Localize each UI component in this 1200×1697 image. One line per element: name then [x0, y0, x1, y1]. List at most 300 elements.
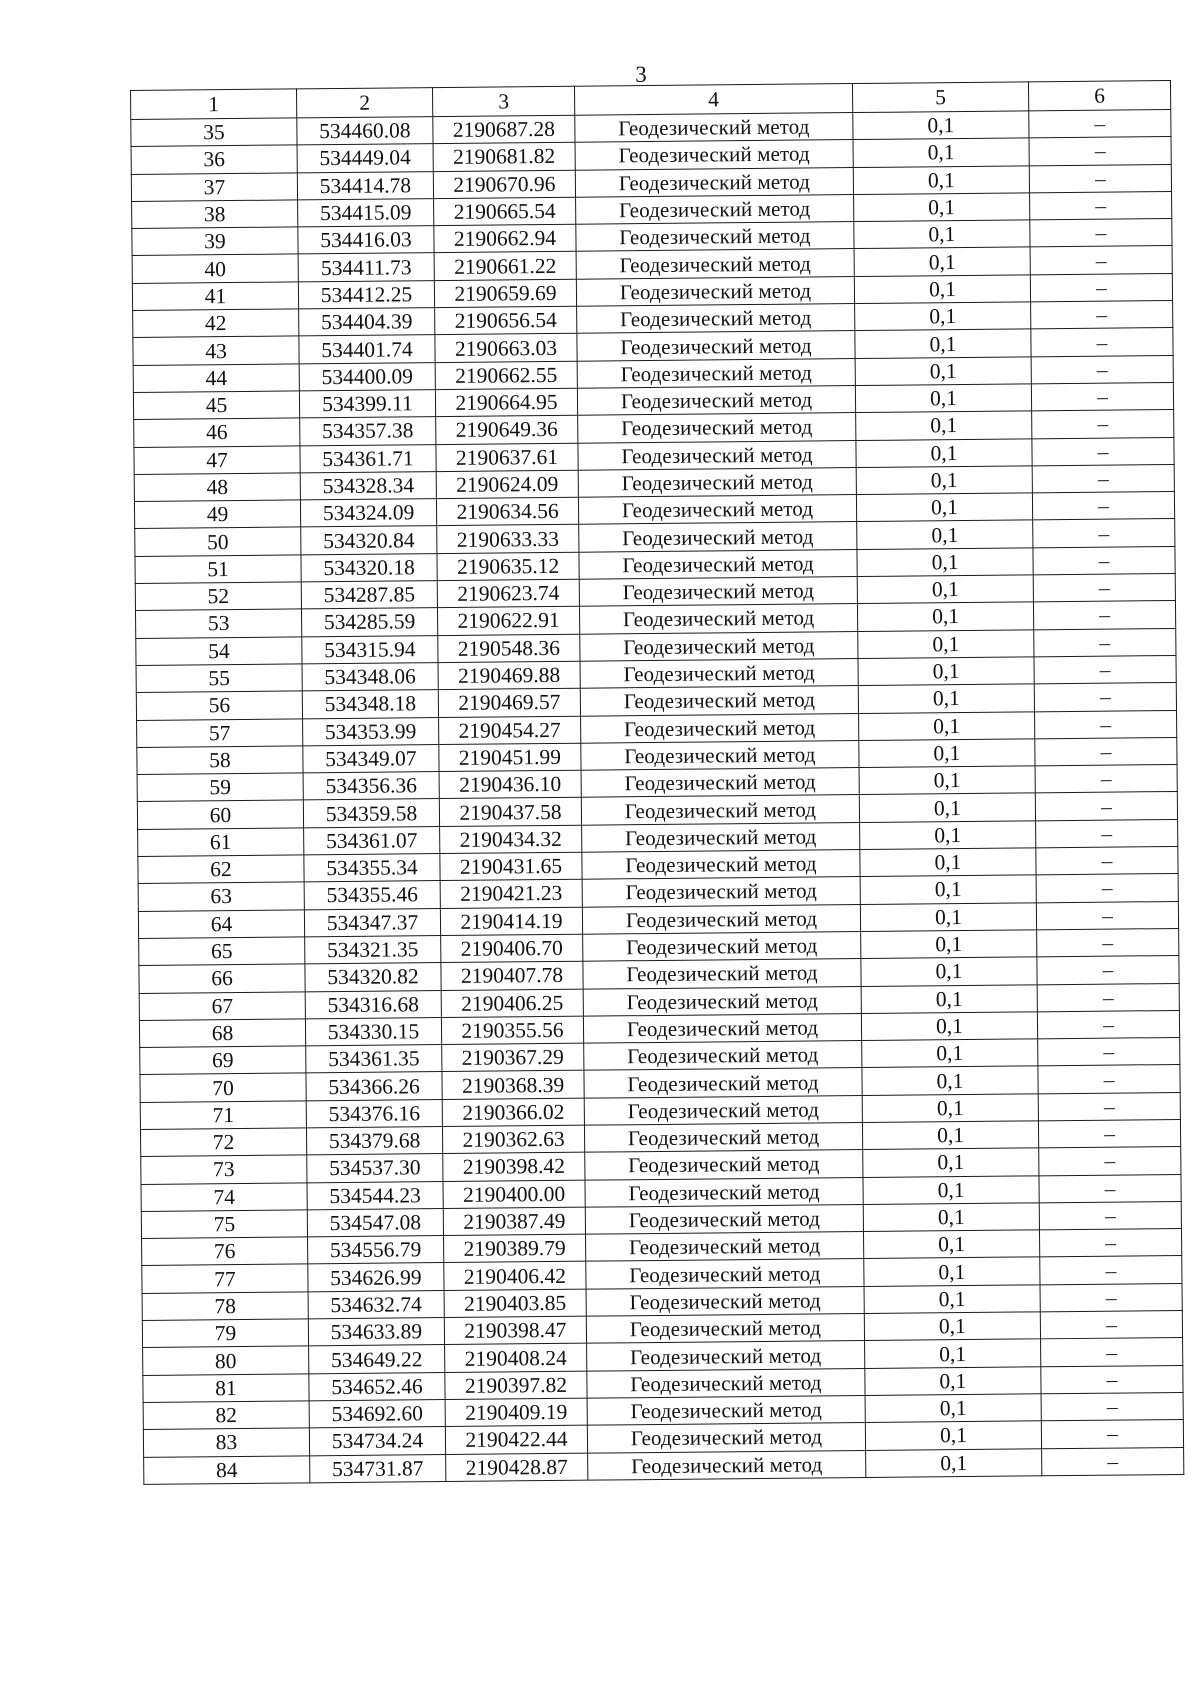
note-cell: –: [1031, 301, 1173, 330]
header-cell-1: 1: [131, 89, 297, 120]
y-coordinate-cell: 2190362.63: [442, 1125, 584, 1154]
point-number-cell: 67: [139, 991, 305, 1020]
point-number-cell: 68: [139, 1019, 305, 1048]
method-cell: Геодезический метод: [583, 959, 861, 989]
note-cell: –: [1040, 1283, 1182, 1312]
x-coordinate-cell: 534376.16: [306, 1099, 442, 1128]
point-number-cell: 50: [135, 527, 301, 556]
method-cell: Геодезический метод: [579, 577, 857, 607]
x-coordinate-cell: 534348.06: [302, 663, 438, 692]
point-number-cell: 72: [140, 1128, 306, 1157]
table-body: [131, 110, 1184, 1485]
x-coordinate-cell: 534320.82: [305, 963, 441, 992]
x-coordinate-cell: 534330.15: [305, 1017, 441, 1046]
method-cell: Геодезический метод: [579, 604, 857, 634]
y-coordinate-cell: 2190389.79: [444, 1234, 586, 1263]
method-cell: Геодезический метод: [581, 768, 859, 798]
x-coordinate-cell: 534401.74: [299, 335, 435, 364]
y-coordinate-cell: 2190367.29: [442, 1043, 584, 1072]
y-coordinate-cell: 2190397.82: [445, 1371, 587, 1400]
y-coordinate-cell: 2190398.47: [444, 1316, 586, 1345]
point-number-cell: 35: [131, 118, 297, 147]
method-cell: Геодезический метод: [586, 1259, 864, 1289]
x-coordinate-cell: 534347.37: [304, 908, 440, 937]
point-number-cell: 61: [138, 828, 304, 857]
x-coordinate-cell: 534356.36: [303, 772, 439, 801]
header-cell-4: 4: [574, 84, 852, 116]
x-coordinate-cell: 534449.04: [297, 144, 433, 173]
x-coordinate-cell: 534357.38: [300, 417, 436, 446]
point-number-cell: 42: [133, 309, 299, 338]
x-coordinate-cell: 534287.85: [301, 581, 437, 610]
note-cell: –: [1041, 1420, 1183, 1449]
note-cell: –: [1030, 273, 1172, 302]
note-cell: –: [1042, 1447, 1184, 1476]
point-number-cell: 37: [131, 172, 297, 201]
method-cell: Геодезический метод: [578, 413, 856, 443]
note-cell: –: [1035, 710, 1177, 739]
y-coordinate-cell: 2190469.57: [438, 688, 580, 717]
method-cell: Геодезический метод: [588, 1450, 866, 1480]
method-cell: Геодезический метод: [582, 904, 860, 934]
method-cell: Геодезический метод: [587, 1341, 865, 1371]
coordinates-table-container: [130, 80, 1183, 1485]
accuracy-cell: 0,1: [853, 111, 1029, 140]
point-number-cell: 53: [135, 609, 301, 638]
accuracy-cell: 0,1: [856, 438, 1032, 467]
method-cell: Геодезический метод: [578, 440, 856, 470]
note-cell: –: [1030, 219, 1172, 248]
accuracy-cell: 0,1: [858, 684, 1034, 713]
method-cell: Геодезический метод: [575, 140, 853, 170]
accuracy-cell: 0,1: [854, 275, 1030, 304]
y-coordinate-cell: 2190649.36: [436, 415, 578, 444]
accuracy-cell: 0,1: [855, 357, 1031, 386]
point-number-cell: 59: [137, 773, 303, 802]
y-coordinate-cell: 2190637.61: [436, 443, 578, 472]
y-coordinate-cell: 2190406.25: [441, 989, 583, 1018]
y-coordinate-cell: 2190634.56: [436, 497, 578, 526]
point-number-cell: 69: [140, 1046, 306, 1075]
accuracy-cell: 0,1: [861, 984, 1037, 1013]
accuracy-cell: 0,1: [862, 1094, 1038, 1123]
x-coordinate-cell: 534414.78: [297, 171, 433, 200]
y-coordinate-cell: 2190406.42: [444, 1262, 586, 1291]
accuracy-cell: 0,1: [862, 1066, 1038, 1095]
accuracy-cell: 0,1: [864, 1285, 1040, 1314]
accuracy-cell: 0,1: [865, 1339, 1041, 1368]
point-number-cell: 62: [138, 855, 304, 884]
x-coordinate-cell: 534320.18: [301, 553, 437, 582]
note-cell: –: [1032, 464, 1174, 493]
point-number-cell: 77: [142, 1264, 308, 1293]
point-number-cell: 55: [136, 664, 302, 693]
note-cell: –: [1037, 928, 1179, 957]
method-cell: Геодезический метод: [576, 194, 854, 224]
point-number-cell: 75: [141, 1210, 307, 1239]
accuracy-cell: 0,1: [855, 302, 1031, 331]
note-cell: –: [1041, 1338, 1183, 1367]
method-cell: Геодезический метод: [587, 1423, 865, 1453]
y-coordinate-cell: 2190454.27: [439, 716, 581, 745]
method-cell: Геодезический метод: [582, 877, 860, 907]
accuracy-cell: 0,1: [858, 657, 1034, 686]
method-cell: Геодезический метод: [585, 1150, 863, 1180]
note-cell: –: [1038, 1119, 1180, 1148]
x-coordinate-cell: 534692.60: [309, 1399, 445, 1428]
note-cell: –: [1036, 846, 1178, 875]
y-coordinate-cell: 2190398.42: [443, 1152, 585, 1181]
point-number-cell: 46: [134, 418, 300, 447]
accuracy-cell: 0,1: [865, 1366, 1041, 1395]
x-coordinate-cell: 534316.68: [305, 990, 441, 1019]
method-cell: Геодезический метод: [583, 931, 861, 961]
method-cell: Геодезический метод: [577, 304, 855, 334]
y-coordinate-cell: 2190422.44: [445, 1425, 587, 1454]
point-number-cell: 84: [144, 1455, 310, 1484]
y-coordinate-cell: 2190366.02: [442, 1098, 584, 1127]
note-cell: –: [1038, 1038, 1180, 1067]
y-coordinate-cell: 2190662.55: [435, 361, 577, 390]
method-cell: Геодезический метод: [586, 1232, 864, 1262]
point-number-cell: 51: [135, 555, 301, 584]
note-cell: –: [1033, 574, 1175, 603]
page-number: 3: [635, 62, 647, 87]
method-cell: Геодезический метод: [583, 986, 861, 1016]
note-cell: –: [1039, 1229, 1181, 1258]
note-cell: –: [1040, 1311, 1182, 1340]
point-number-cell: 65: [139, 937, 305, 966]
y-coordinate-cell: 2190670.96: [433, 170, 575, 199]
accuracy-cell: 0,1: [866, 1448, 1042, 1477]
accuracy-cell: 0,1: [855, 384, 1031, 413]
point-number-cell: 57: [137, 718, 303, 747]
accuracy-cell: 0,1: [863, 1203, 1039, 1232]
x-coordinate-cell: 534544.23: [307, 1181, 443, 1210]
point-number-cell: 58: [137, 746, 303, 775]
y-coordinate-cell: 2190665.54: [434, 197, 576, 226]
x-coordinate-cell: 534324.09: [300, 499, 436, 528]
accuracy-cell: 0,1: [859, 793, 1035, 822]
accuracy-cell: 0,1: [856, 411, 1032, 440]
point-number-cell: 40: [132, 254, 298, 283]
accuracy-cell: 0,1: [862, 1121, 1038, 1150]
method-cell: Геодезический метод: [578, 495, 856, 525]
x-coordinate-cell: 534537.30: [307, 1154, 443, 1183]
accuracy-cell: 0,1: [853, 138, 1029, 167]
accuracy-cell: 0,1: [862, 1039, 1038, 1068]
accuracy-cell: 0,1: [859, 766, 1035, 795]
accuracy-cell: 0,1: [854, 247, 1030, 276]
note-cell: –: [1037, 983, 1179, 1012]
point-number-cell: 63: [138, 882, 304, 911]
header-cell-5: 5: [852, 82, 1028, 113]
accuracy-cell: 0,1: [857, 520, 1033, 549]
x-coordinate-cell: 534361.71: [300, 444, 436, 473]
accuracy-cell: 0,1: [856, 466, 1032, 495]
note-cell: –: [1037, 956, 1179, 985]
x-coordinate-cell: 534348.18: [302, 690, 438, 719]
method-cell: Геодезический метод: [583, 1013, 861, 1043]
x-coordinate-cell: 534734.24: [309, 1427, 445, 1456]
x-coordinate-cell: 534321.35: [305, 935, 441, 964]
accuracy-cell: 0,1: [863, 1175, 1039, 1204]
header-cell-2: 2: [296, 88, 432, 118]
method-cell: Геодезический метод: [579, 549, 857, 579]
method-cell: Геодезический метод: [576, 222, 854, 252]
x-coordinate-cell: 534556.79: [308, 1236, 444, 1265]
method-cell: Геодезический метод: [579, 522, 857, 552]
x-coordinate-cell: 534361.07: [304, 826, 440, 855]
note-cell: –: [1031, 355, 1173, 384]
accuracy-cell: 0,1: [859, 739, 1035, 768]
point-number-cell: 64: [138, 909, 304, 938]
y-coordinate-cell: 2190407.78: [441, 961, 583, 990]
method-cell: Геодезический метод: [585, 1204, 863, 1234]
y-coordinate-cell: 2190355.56: [441, 1016, 583, 1045]
point-number-cell: 70: [140, 1073, 306, 1102]
method-cell: Геодезический метод: [581, 713, 859, 743]
point-number-cell: 71: [140, 1101, 306, 1130]
accuracy-cell: 0,1: [863, 1230, 1039, 1259]
y-coordinate-cell: 2190428.87: [446, 1453, 588, 1482]
y-coordinate-cell: 2190436.10: [439, 770, 581, 799]
method-cell: Геодезический метод: [587, 1395, 865, 1425]
y-coordinate-cell: 2190548.36: [438, 634, 580, 663]
y-coordinate-cell: 2190469.88: [438, 661, 580, 690]
header-cell-3: 3: [432, 86, 574, 116]
method-cell: Геодезический метод: [584, 1095, 862, 1125]
x-coordinate-cell: 534731.87: [310, 1454, 446, 1483]
y-coordinate-cell: 2190681.82: [433, 143, 575, 172]
x-coordinate-cell: 534633.89: [308, 1318, 444, 1347]
y-coordinate-cell: 2190408.24: [445, 1344, 587, 1373]
note-cell: –: [1029, 110, 1171, 139]
method-cell: Геодезический метод: [582, 850, 860, 880]
point-number-cell: 47: [134, 445, 300, 474]
method-cell: Геодезический метод: [575, 167, 853, 197]
y-coordinate-cell: 2190368.39: [442, 1071, 584, 1100]
accuracy-cell: 0,1: [855, 329, 1031, 358]
point-number-cell: 79: [142, 1319, 308, 1348]
y-coordinate-cell: 2190421.23: [440, 880, 582, 909]
point-number-cell: 52: [135, 582, 301, 611]
x-coordinate-cell: 534379.68: [306, 1127, 442, 1156]
note-cell: –: [1033, 601, 1175, 630]
note-cell: –: [1032, 437, 1174, 466]
point-number-cell: 83: [143, 1428, 309, 1457]
method-cell: Геодезический метод: [580, 631, 858, 661]
accuracy-cell: 0,1: [854, 220, 1030, 249]
y-coordinate-cell: 2190633.33: [437, 525, 579, 554]
accuracy-cell: 0,1: [860, 902, 1036, 931]
method-cell: Геодезический метод: [580, 658, 858, 688]
method-cell: Геодезический метод: [577, 331, 855, 361]
y-coordinate-cell: 2190664.95: [435, 388, 577, 417]
point-number-cell: 44: [133, 364, 299, 393]
x-coordinate-cell: 534285.59: [301, 608, 437, 637]
note-cell: –: [1030, 191, 1172, 220]
note-cell: –: [1038, 1092, 1180, 1121]
method-cell: Геодезический метод: [580, 686, 858, 716]
x-coordinate-cell: 534320.84: [301, 526, 437, 555]
note-cell: –: [1029, 137, 1171, 166]
x-coordinate-cell: 534412.25: [298, 280, 434, 309]
y-coordinate-cell: 2190624.09: [436, 470, 578, 499]
note-cell: –: [1036, 901, 1178, 930]
method-cell: Геодезический метод: [587, 1368, 865, 1398]
accuracy-cell: 0,1: [854, 193, 1030, 222]
point-number-cell: 36: [131, 145, 297, 174]
x-coordinate-cell: 534328.34: [300, 471, 436, 500]
note-cell: –: [1030, 246, 1172, 275]
accuracy-cell: 0,1: [860, 875, 1036, 904]
note-cell: –: [1037, 1010, 1179, 1039]
point-number-cell: 43: [133, 336, 299, 365]
method-cell: Геодезический метод: [586, 1286, 864, 1316]
x-coordinate-cell: 534361.35: [306, 1045, 442, 1074]
x-coordinate-cell: 534460.08: [297, 117, 433, 146]
y-coordinate-cell: 2190623.74: [437, 579, 579, 608]
note-cell: –: [1035, 737, 1177, 766]
accuracy-cell: 0,1: [860, 821, 1036, 850]
y-coordinate-cell: 2190437.58: [439, 798, 581, 827]
point-number-cell: 54: [136, 637, 302, 666]
accuracy-cell: 0,1: [856, 493, 1032, 522]
method-cell: Геодезический метод: [586, 1314, 864, 1344]
point-number-cell: 76: [142, 1237, 308, 1266]
note-cell: –: [1039, 1147, 1181, 1176]
note-cell: –: [1032, 492, 1174, 521]
note-cell: –: [1039, 1174, 1181, 1203]
x-coordinate-cell: 534415.09: [298, 198, 434, 227]
y-coordinate-cell: 2190451.99: [439, 743, 581, 772]
point-number-cell: 82: [143, 1401, 309, 1430]
method-cell: Геодезический метод: [581, 795, 859, 825]
note-cell: –: [1032, 410, 1174, 439]
method-cell: Геодезический метод: [584, 1041, 862, 1071]
y-coordinate-cell: 2190406.70: [441, 934, 583, 963]
x-coordinate-cell: 534366.26: [306, 1072, 442, 1101]
accuracy-cell: 0,1: [864, 1257, 1040, 1286]
point-number-cell: 48: [134, 473, 300, 502]
accuracy-cell: 0,1: [858, 629, 1034, 658]
note-cell: –: [1036, 874, 1178, 903]
accuracy-cell: 0,1: [857, 575, 1033, 604]
y-coordinate-cell: 2190431.65: [440, 852, 582, 881]
note-cell: –: [1036, 819, 1178, 848]
y-coordinate-cell: 2190387.49: [443, 1207, 585, 1236]
point-number-cell: 38: [132, 200, 298, 229]
accuracy-cell: 0,1: [859, 711, 1035, 740]
accuracy-cell: 0,1: [861, 930, 1037, 959]
point-number-cell: 56: [136, 691, 302, 720]
x-coordinate-cell: 534359.58: [303, 799, 439, 828]
point-number-cell: 81: [143, 1373, 309, 1402]
accuracy-cell: 0,1: [857, 548, 1033, 577]
x-coordinate-cell: 534404.39: [299, 308, 435, 337]
accuracy-cell: 0,1: [864, 1312, 1040, 1341]
method-cell: Геодезический метод: [584, 1068, 862, 1098]
x-coordinate-cell: 534649.22: [309, 1345, 445, 1374]
note-cell: –: [1033, 546, 1175, 575]
x-coordinate-cell: 534353.99: [303, 717, 439, 746]
note-cell: –: [1031, 328, 1173, 357]
y-coordinate-cell: 2190659.69: [434, 279, 576, 308]
method-cell: Геодезический метод: [577, 386, 855, 416]
point-number-cell: 73: [141, 1155, 307, 1184]
y-coordinate-cell: 2190662.94: [434, 224, 576, 253]
x-coordinate-cell: 534652.46: [309, 1372, 445, 1401]
note-cell: –: [1040, 1256, 1182, 1285]
method-cell: Геодезический метод: [584, 1123, 862, 1153]
x-coordinate-cell: 534632.74: [308, 1290, 444, 1319]
x-coordinate-cell: 534399.11: [299, 390, 435, 419]
x-coordinate-cell: 534355.34: [304, 854, 440, 883]
method-cell: Геодезический метод: [576, 276, 854, 306]
point-number-cell: 74: [141, 1182, 307, 1211]
x-coordinate-cell: 534349.07: [303, 744, 439, 773]
method-cell: Геодезический метод: [577, 358, 855, 388]
point-number-cell: 80: [143, 1346, 309, 1375]
y-coordinate-cell: 2190635.12: [437, 552, 579, 581]
point-number-cell: 78: [142, 1292, 308, 1321]
point-number-cell: 39: [132, 227, 298, 256]
x-coordinate-cell: 534416.03: [298, 226, 434, 255]
point-number-cell: 66: [139, 964, 305, 993]
x-coordinate-cell: 534400.09: [299, 362, 435, 391]
point-number-cell: 41: [132, 282, 298, 311]
y-coordinate-cell: 2190661.22: [434, 252, 576, 281]
y-coordinate-cell: 2190434.32: [440, 825, 582, 854]
accuracy-cell: 0,1: [861, 957, 1037, 986]
note-cell: –: [1031, 382, 1173, 411]
y-coordinate-cell: 2190663.03: [435, 334, 577, 363]
y-coordinate-cell: 2190400.00: [443, 1180, 585, 1209]
accuracy-cell: 0,1: [863, 1148, 1039, 1177]
y-coordinate-cell: 2190622.91: [437, 607, 579, 636]
note-cell: –: [1039, 1201, 1181, 1230]
note-cell: –: [1034, 683, 1176, 712]
x-coordinate-cell: 534355.46: [304, 881, 440, 910]
method-cell: Геодезический метод: [576, 249, 854, 279]
accuracy-cell: 0,1: [857, 602, 1033, 631]
note-cell: –: [1034, 628, 1176, 657]
x-coordinate-cell: 534315.94: [302, 635, 438, 664]
method-cell: Геодезический метод: [585, 1177, 863, 1207]
note-cell: –: [1034, 655, 1176, 684]
note-cell: –: [1041, 1392, 1183, 1421]
point-number-cell: 45: [133, 391, 299, 420]
header-cell-6: 6: [1028, 81, 1170, 111]
y-coordinate-cell: 2190656.54: [435, 306, 577, 335]
method-cell: Геодезический метод: [582, 822, 860, 852]
accuracy-cell: 0,1: [865, 1421, 1041, 1450]
point-number-cell: 60: [137, 800, 303, 829]
x-coordinate-cell: 534411.73: [298, 253, 434, 282]
note-cell: –: [1038, 1065, 1180, 1094]
y-coordinate-cell: 2190414.19: [440, 907, 582, 936]
x-coordinate-cell: 534547.08: [307, 1208, 443, 1237]
coordinates-table: [130, 80, 1184, 1485]
accuracy-cell: 0,1: [853, 165, 1029, 194]
accuracy-cell: 0,1: [861, 1012, 1037, 1041]
x-coordinate-cell: 534626.99: [308, 1263, 444, 1292]
note-cell: –: [1035, 792, 1177, 821]
accuracy-cell: 0,1: [860, 848, 1036, 877]
accuracy-cell: 0,1: [865, 1394, 1041, 1423]
y-coordinate-cell: 2190403.85: [444, 1289, 586, 1318]
